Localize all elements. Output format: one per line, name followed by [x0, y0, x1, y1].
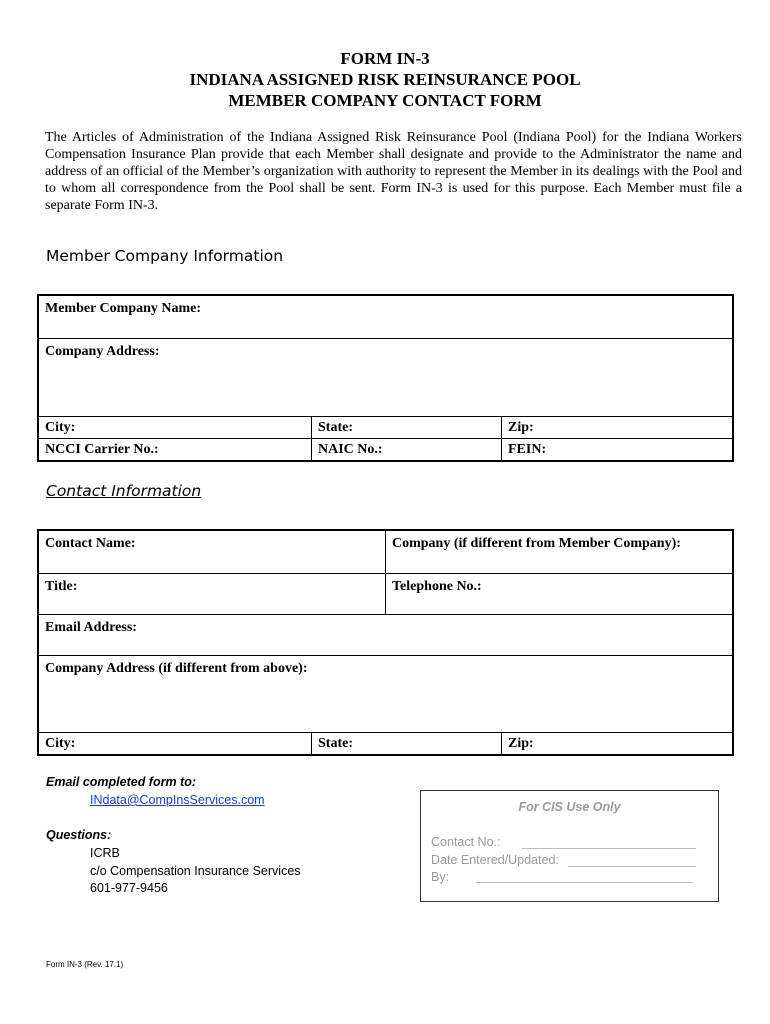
contact-zip-field[interactable]: [501, 733, 732, 754]
contact-telephone-field[interactable]: [385, 574, 732, 614]
contact-zip-label: Zip:: [508, 736, 534, 751]
email-instructions-label: Email completed form to:: [46, 775, 197, 789]
naic-label: NAIC No.:: [318, 442, 383, 457]
contact-info-table: [37, 529, 734, 756]
ncci-carrier-label: NCCI Carrier No.:: [45, 442, 159, 457]
contact-city-field[interactable]: [39, 733, 311, 754]
contact-company-label: Company (if different from Member Company):: [392, 536, 681, 551]
contact-state-field[interactable]: [311, 733, 501, 754]
form-org-title: INDIANA ASSIGNED RISK REINSURANCE POOL: [189, 70, 581, 89]
naic-field[interactable]: [311, 439, 501, 460]
member-zip-field[interactable]: [501, 417, 732, 438]
member-company-address-field[interactable]: [39, 339, 732, 416]
contact-section-heading: Contact Information: [46, 482, 202, 500]
member-company-table: [37, 294, 734, 462]
questions-line: c/o Compensation Insurance Services: [90, 864, 301, 878]
contact-telephone-label: Telephone No.:: [392, 579, 482, 594]
member-city-field[interactable]: [39, 417, 311, 438]
form-number: FORM IN-3: [340, 49, 430, 68]
questions-label: Questions:: [46, 828, 112, 842]
cis-by-label: By:: [431, 870, 450, 884]
questions-line: ICRB: [90, 846, 120, 860]
member-section-heading: Member Company Information: [46, 247, 284, 265]
form-revision-footer: Form IN-3 (Rev. 17.1): [46, 960, 124, 969]
contact-company-address-field[interactable]: [39, 656, 732, 732]
contact-city-label: City:: [45, 736, 76, 751]
contact-name-label: Contact Name:: [45, 536, 136, 551]
form-title: MEMBER COMPANY CONTACT FORM: [228, 91, 542, 110]
contact-email-label: Email Address:: [45, 620, 137, 635]
cis-contact-no-label: Contact No.:: [431, 835, 501, 849]
contact-company-field[interactable]: [385, 531, 732, 573]
cis-box-title: For CIS Use Only: [518, 800, 621, 814]
member-city-label: City:: [45, 420, 76, 435]
submission-email-link[interactable]: INdata@CompInsServices.com: [90, 793, 265, 807]
fein-label: FEIN:: [508, 442, 547, 457]
member-company-name-label: Member Company Name:: [45, 301, 202, 316]
cis-date-label: Date Entered/Updated:: [431, 853, 559, 867]
member-zip-label: Zip:: [508, 420, 534, 435]
member-company-name-field[interactable]: [39, 296, 732, 338]
contact-title-label: Title:: [45, 579, 78, 594]
cis-contact-no-line: [522, 848, 696, 849]
member-company-address-label: Company Address:: [45, 344, 160, 359]
ncci-carrier-field[interactable]: [39, 439, 311, 460]
member-state-label: State:: [318, 420, 353, 435]
contact-email-field[interactable]: [39, 615, 732, 655]
contact-company-address-label: Company Address (if different from above):: [45, 661, 308, 676]
questions-phone: 601-977-9456: [90, 881, 168, 895]
fein-field[interactable]: [501, 439, 732, 460]
cis-use-only-box: [420, 790, 719, 902]
cis-by-line: [476, 882, 693, 883]
contact-title-field[interactable]: [39, 574, 385, 614]
cis-date-line: [568, 866, 696, 867]
intro-paragraph: The Articles of Administration of the Indiana Assigned Risk Reinsurance Pool (Indiana Pool) for the Indiana Workers Compensation Insurance Plan provide that each Member shall designate and provide to the Administrator the name and address of an official of the Member’s organization with authority to represent the Member in its dealings with the Pool and to whom all correspondence from the Pool shall be sent. Form IN-3 is used for this purpose. Each Member must file a separate Form IN-3.: [45, 130, 742, 213]
member-state-field[interactable]: [311, 417, 501, 438]
contact-name-field[interactable]: [39, 531, 385, 573]
contact-state-label: State:: [318, 736, 353, 751]
